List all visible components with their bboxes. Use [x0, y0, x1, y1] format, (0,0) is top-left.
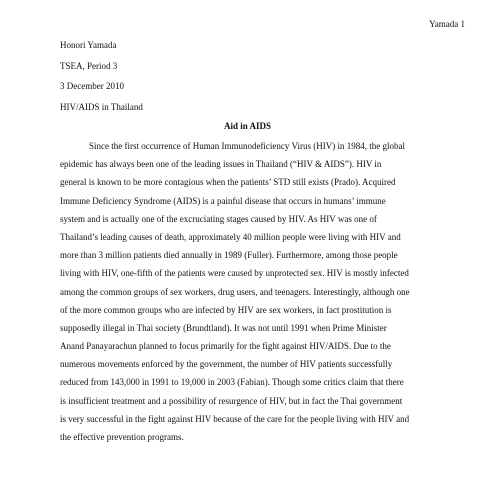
body-line: among the common groups of sex workers, drug users, and teenagers. Interestingly, although one — [60, 286, 410, 297]
essay-body — [60, 140, 468, 449]
body-line: numerous movements enforced by the government, the number of HIV patients successfully — [60, 359, 393, 370]
author-name: Honori Yamada — [60, 40, 117, 50]
body-line: is insufficient treatment and a possibility of resurgence of HIV, but in fact the Thai government — [60, 395, 403, 406]
body-line: reduced from 143,000 in 1991 to 19,000 in 2003 (Fabian). Though some critics claim that there — [60, 377, 404, 388]
body-line: the effective prevention programs. — [60, 432, 184, 442]
body-line: Immune Deficiency Syndrome (AIDS) is a painful disease that occurs in humans’ immune — [60, 195, 386, 206]
body-line: Thailand’s leading causes of death, approximately 40 million people were living with HIV and — [60, 231, 401, 242]
body-line: Since the first occurrence of Human Immunodeficiency Virus (HIV) in 1984, the global — [89, 141, 405, 151]
essay-topic: HIV/AIDS in Thailand — [60, 102, 143, 112]
body-line: living with HIV, one-fifth of the patients were caused by unprotected sex. HIV is mostly infected — [60, 268, 409, 279]
body-line: supposedly illegal in Thai society (Brundtland). It was not until 1991 when Prime Minister — [60, 322, 387, 333]
body-line: of the more common groups who are infected by HIV are sex workers, in fact prostitution is — [60, 304, 392, 315]
body-line: system and is actually one of the excruciating stages caused by HIV. As HIV was one of — [60, 213, 377, 224]
body-line: general is known to be more contagious when the patients’ STD still exists (Prado). Acquired — [60, 177, 396, 188]
essay-date: 3 December 2010 — [60, 81, 124, 91]
body-line: Anand Panayarachun planned to focus primarily for the fight against HIV/AIDS. Due to the — [60, 341, 391, 352]
running-head: Yamada 1 — [429, 19, 465, 29]
body-line: is very successful in the fight against HIV because of the care for the people living with HIV and — [60, 413, 410, 424]
body-line: epidemic has always been one of the leading issues in Thailand (“HIV & AIDS”). HIV in — [60, 159, 382, 170]
essay-title: Aid in AIDS — [223, 121, 272, 131]
body-line: more than 3 million patients died annually in 1989 (Fuller). Furthermore, among those people — [60, 250, 398, 261]
class-period: TSEA, Period 3 — [60, 61, 118, 71]
